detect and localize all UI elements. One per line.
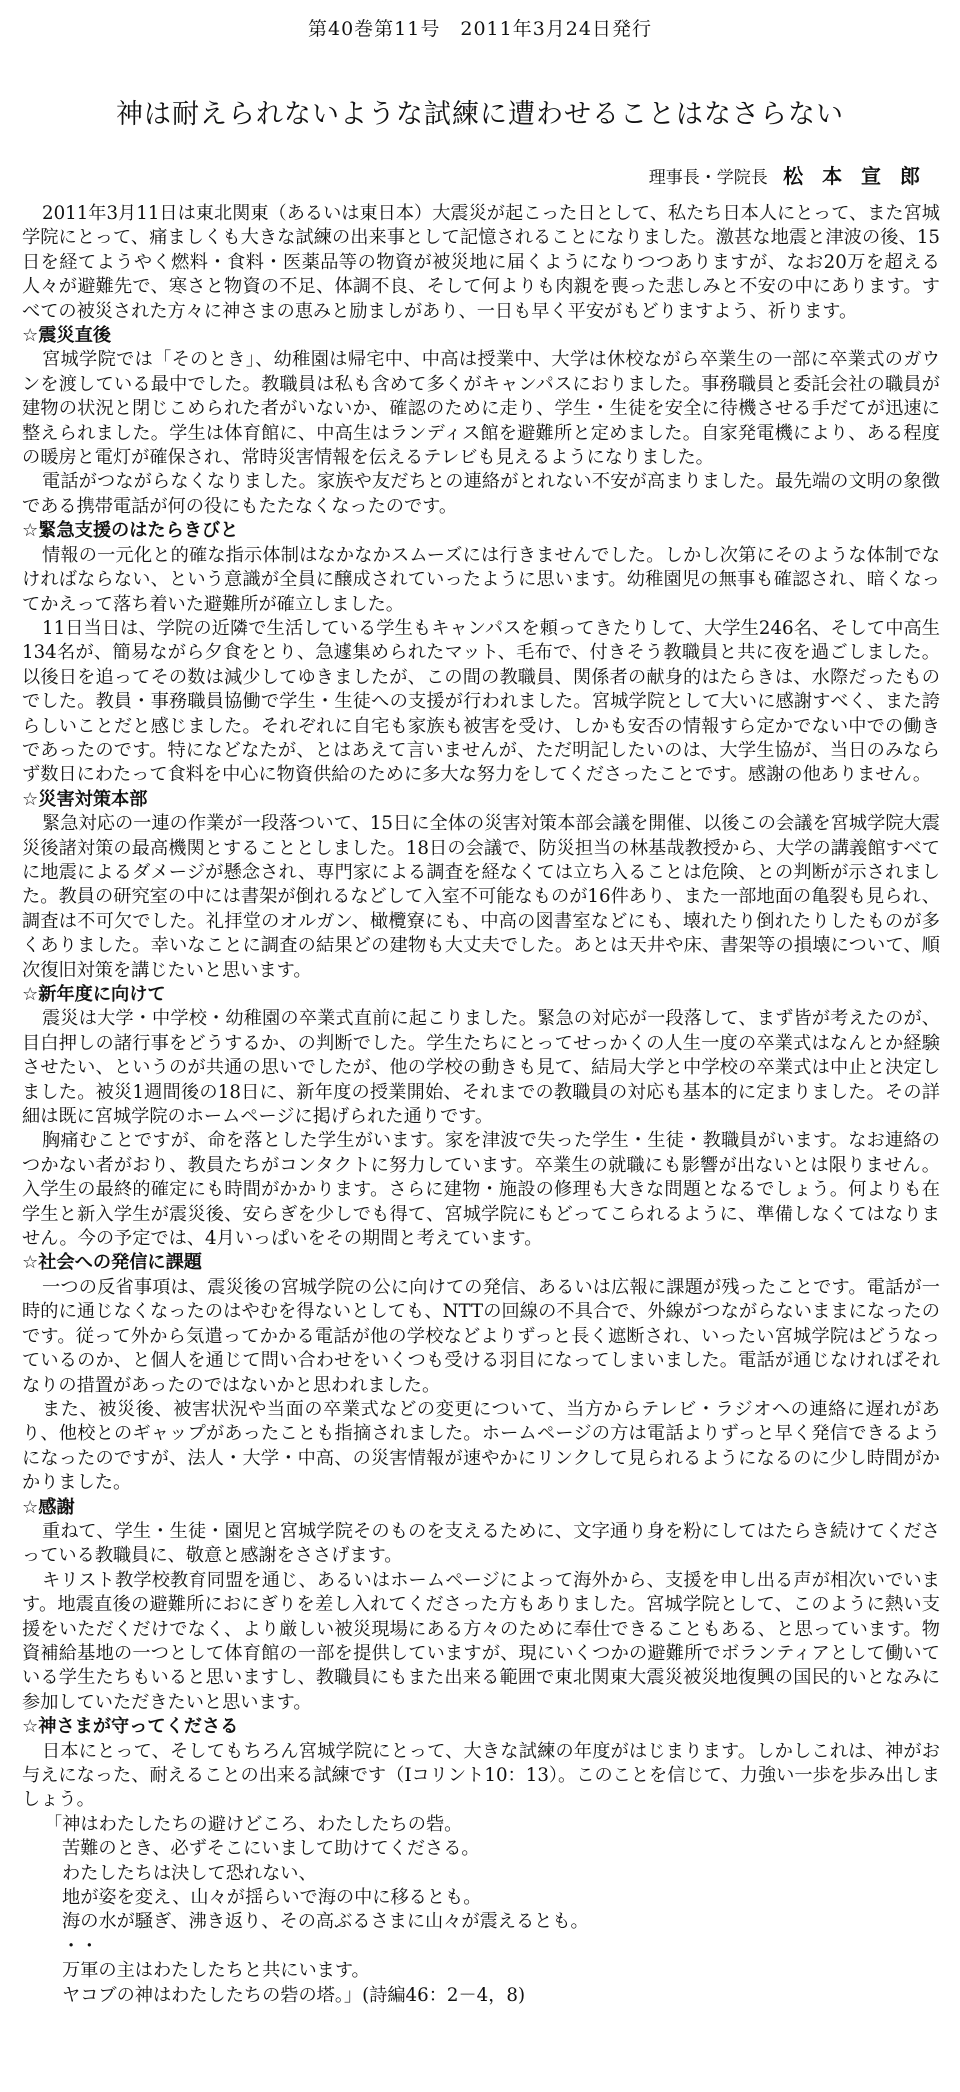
- scripture-quote-line: 「神はわたしたちの避けどころ、わたしたちの砦。: [44, 1813, 463, 1835]
- scripture-quote-line: 万軍の主はわたしたちと共にいます。: [62, 1960, 370, 1982]
- paragraph: 緊急対応の一連の作業が一段落ついて、15日に全体の災害対策本部会議を開催、以後この会議を宮城学院大震災後諸対策の最高機関とすることとしました。18日の会議で、防災担当の林基哉教授から、大学の講義館すべてに地震によるダメージが懸念され、専門家による調査を経なくては立ち入ることは危険、との判断が示されました。教員の研究室の中には書架が倒れるなどして入室不可能なものが16件あり、また一部地面の亀裂も見られ、調査は不可欠でした。礼拝堂のオルガン、橄欖寮にも、中高の図書室などにも、壊れたり倒れたりしたものが多くありました。幸いなことに調査の結果どの建物も大丈夫でした。あとは天井や床、書架等の損壊について、順次復旧対策を講じたいと思います。: [22, 813, 940, 981]
- paragraph: 胸痛むことですが、命を落とした学生がいます。家を津波で失った学生・生徒・教職員がいます。なお連絡のつかない者がおり、教員たちがコンタクトに努力しています。卒業生の就職にも影響が出ないとは限りません。入学生の最終的確定にも時間がかかります。さらに建物・施設の修理も大きな問題となるでしょう。何よりも在学生と新入学生が震災後、安らぎを少しでも得て、宮城学院にもどってこられるように、準備しなくてはなりません。今の予定では、4月いっぱいをその期間と考えています。: [22, 1130, 940, 1250]
- paragraph: 日本にとって、そしてもちろん宮城学院にとって、大きな試練の年度がはじまります。しかしこれは、神がお与えになった、耐えることの出来る試練です（Iコリント10：13）。このことを信じて、力強い一歩を歩み出しましょう。: [22, 1740, 940, 1811]
- article-title: 神は耐えられないような試練に遭わせることはなさらない: [116, 99, 844, 130]
- paragraph: 11日当日は、学院の近隣で生活している学生もキャンパスを頼ってきたりして、大学生246名、そして中高生134名が、簡易ながら夕食をとり、急遽集められたマット、毛布で、付きそう教職員と共に夜を過ごしました。以後日を追ってその数は減少してゆきましたが、この間の教職員、関係者の献身的はたらきは、水際だったものでした。教員・事務職員協働で学生・生徒への支援が行われました。宮城学院として大いに感謝すべく、また誇らしいことだと感じました。それぞれに自宅も家族も被害を受け、しかも安否の情報すら定かでない中での働きであったのです。特になどなたが、とはあえて言いませんが、ただ明記したいのは、大学生協が、当日のみならず数日にわたって食料を中心に物資供給のために多大な努力をしてくださったことです。感謝の他ありません。: [22, 617, 940, 786]
- section-heading-emergency-support: ☆緊急支援のはたらきびと: [22, 520, 239, 542]
- scripture-quote-line: 苦難のとき、必ずそこにいまして助けてくださる。: [62, 1838, 480, 1860]
- author-role: 理事長・学院長: [648, 168, 768, 188]
- paragraph: 一つの反省事項は、震災後の宮城学院の公に向けての発信、あるいは広報に課題が残ったことです。電話が一時的に通じなくなったのはやむを得ないとしても、NTTの回線の不具合で、外線がつながらないままになったのです。従って外から気遣ってかかる電話が他の学校などよりずっと長く遮断され、いったい宮城学院はどうなっているのか、と個人を通じて問い合わせをいくつも受ける羽目になってしまいました。電話が通じなければそれなりの措置があったのではないかと思われました。: [22, 1276, 940, 1396]
- scripture-quote-line: 地が姿を変え、山々が揺らいで海の中に移るとも。: [62, 1887, 482, 1909]
- scripture-quote-line: 海の水が騒ぎ、沸き返り、その高ぶるさまに山々が震えるとも。: [62, 1911, 589, 1933]
- issue-line: 第40巻第11号 2011年3月24日発行: [308, 18, 652, 40]
- section-heading-communication: ☆社会への発信に課題: [22, 1252, 202, 1274]
- scripture-quote-line: ・・: [62, 1935, 99, 1957]
- paragraph: キリスト教学校教育同盟を通じ、あるいはホームページによって海外から、支援を申し出る声が相次いでいます。地震直後の避難所におにぎりを差し入れてくださった方もありました。宮城学院として、このように熱い支援をいただくだけでなく、より厳しい被災現場にある方々のために奉仕できることもある、と思っています。物資補給基地の一つとして体育館の一部を提供していますが、現にいくつかの避難所でボランティアとして働いている学生たちもいると思いますし、教職員にもまた出来る範囲で東北関東大震災被災地復興の国民的いとなみに参加していただきたいと思います。: [22, 1569, 940, 1713]
- section-heading-aftermath: ☆震災直後: [22, 325, 112, 347]
- scripture-quote-line: わたしたちは決して恐れない、: [62, 1862, 317, 1884]
- section-heading-disaster-hq: ☆災害対策本部: [22, 788, 148, 810]
- intro-paragraph: 2011年3月11日は東北関東（あるいは東日本）大震災が起こった日として、私たち日本人にとって、また宮城学院にとって、痛ましくも大きな試練の出来事として記憶されることになりました。激甚な地震と津波の後、15日を経てようやく燃料・食料・医薬品等の物資が被災地に届くようになりつつありますが、なお20万を超える人々が避難先で、寒さと物資の不足、体調不良、そして何よりも肉親を喪った悲しみと不安の中にあります。すべての被災された方々に神さまの恵みと励ましがあり、一日も早く平安がもどりますよう、祈ります。: [22, 203, 940, 322]
- author-line: [649, 160, 926, 189]
- article-body: [22, 202, 940, 2008]
- section-heading-gratitude: ☆感謝: [22, 1496, 75, 1518]
- section-heading-new-year: ☆新年度に向けて: [22, 984, 166, 1005]
- scripture-quote-line: ヤコブの神はわたしたちの砦の塔。」(詩編46：2－4，8): [62, 1984, 526, 2006]
- author-name: 松 本 宣 郎: [783, 164, 926, 188]
- paragraph: 重ねて、学生・生徒・園児と宮城学院そのものを支えるために、文字通り身を粉にしてはたらき続けてくださっている教職員に、敬意と感謝をささげます。: [22, 1520, 940, 1567]
- paragraph: 情報の一元化と的確な指示体制はなかなかスムーズには行きませんでした。しかし次第にそのような体制でなければならない、という意識が全員に醸成されていったように思います。幼稚園児の無事も確認され、暗くなってかえって落ち着いた避難所が確立しました。: [22, 544, 940, 615]
- paragraph: 宮城学院では「そのとき」、幼稚園は帰宅中、中高は授業中、大学は休校ながら卒業生の一部に卒業式のガウンを渡している最中でした。教職員は私も含めて多くがキャンパスにおりました。事務職員と委託会社の職員が建物の状況と閉じこめられた者がいないか、確認のために走り、学生・生徒を安全に待機させる手だてが迅速に整えられました。学生は体育館に、中高生はランディス館を避難所と定めました。自家発電機により、ある程度の暖房と電灯が確保され、常時災害情報を伝えるテレビも見えるようになりました。: [22, 349, 940, 469]
- paragraph: 電話がつながらなくなりました。家族や友だちとの連絡がとれない不安が高まりました。最先端の文明の象徴である携帯電話が何の役にもたたなくなったのです。: [22, 471, 940, 517]
- paragraph: また、被災後、被害状況や当面の卒業式などの変更について、当方からテレビ・ラジオへの連絡に遅れがあり、他校とのギャップがあったことも指摘されました。ホームページの方は電話よりずっと早く発信できるようになったのですが、法人・大学・中高、の災害情報が速やかにリンクして見られるようになるのに少し時間がかかりました。: [22, 1398, 940, 1494]
- paragraph: 震災は大学・中学校・幼稚園の卒業式直前に起こりました。緊急の対応が一段落して、まず皆が考えたのが、目白押しの諸行事をどうするか、の判断でした。学生たちにとってせっかくの人生一度の卒業式はなんとか経験させたい、というのが共通の思いでしたが、他の学校の動きも見て、結局大学と中学校の卒業式は中止と決定しました。被災1週間後の18日に、新年度の授業開始、それまでの教職員の対応も基本的に定まりました。その詳細は既に宮城学院のホームページに掲げられた通りです。: [22, 1008, 940, 1128]
- section-heading-god-protects: ☆神さまが守ってくださる: [22, 1716, 239, 1738]
